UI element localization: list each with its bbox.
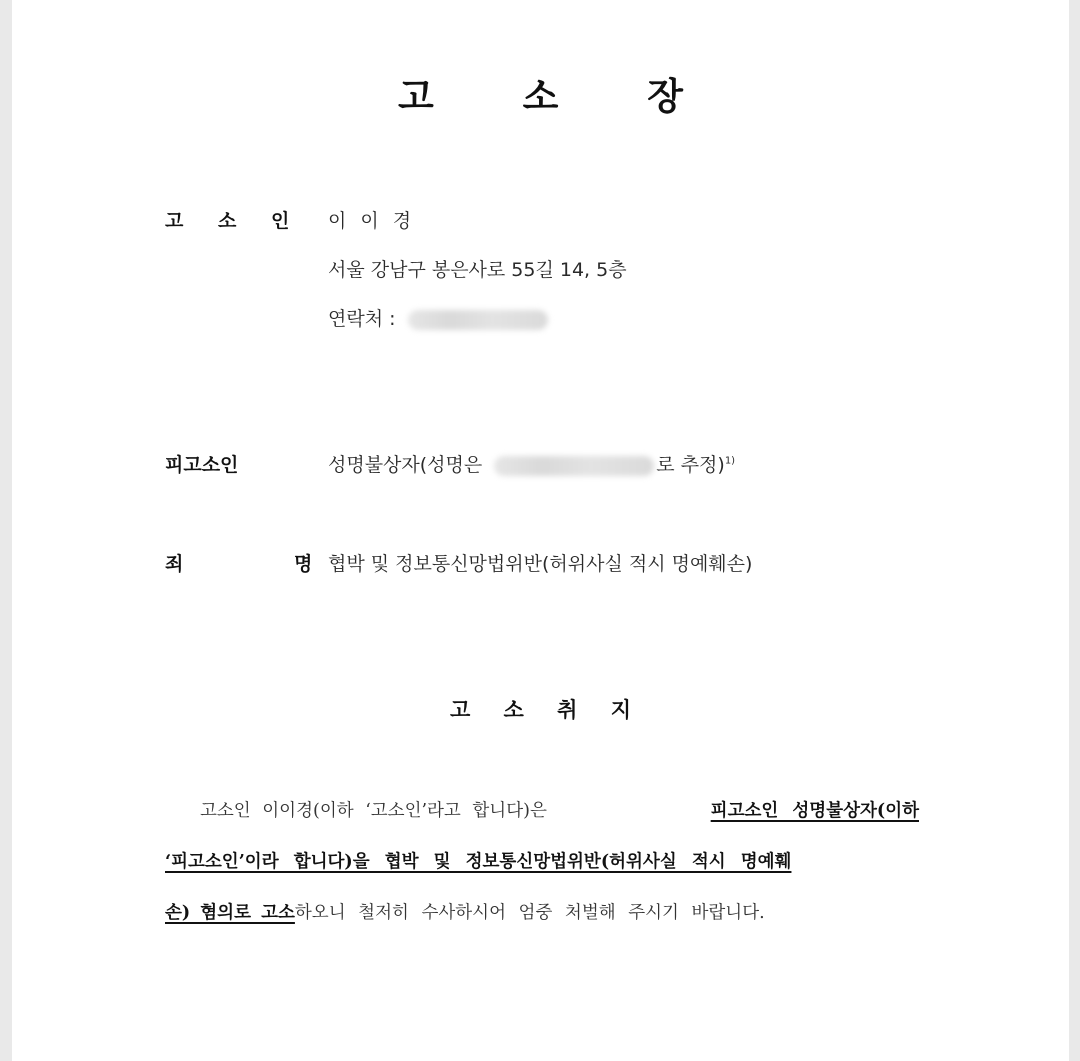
charge-value: 협박 및 정보통신망법위반(허위사실 적시 명예훼손) bbox=[328, 553, 753, 575]
defendant-value bbox=[328, 450, 735, 477]
complainant-contact bbox=[328, 304, 548, 331]
document-page bbox=[12, 0, 1069, 1061]
document-title: 고 소 장 bbox=[398, 74, 721, 118]
charge-label: 죄 명 bbox=[165, 553, 365, 575]
redacted-contact bbox=[408, 310, 548, 330]
complainant-label: 고 소 인 bbox=[165, 210, 304, 232]
purpose-line-3-plain: 하오니 철저히 수사하시어 엄중 처벌해 주시기 바랍니다. bbox=[294, 903, 765, 923]
complainant-name: 이 이 경 bbox=[328, 210, 416, 232]
defendant-value-suffix: 로 추정) bbox=[656, 454, 725, 476]
defendant-label: 피고소인 bbox=[165, 454, 239, 476]
purpose-line-1 bbox=[165, 797, 919, 822]
purpose-line-3 bbox=[165, 899, 919, 924]
footnote-marker: 1) bbox=[724, 455, 736, 467]
purpose-line-2-bold: ‘피고소인’이라 합니다)을 협박 및 정보통신망법위반(허위사실 적시 명예훼 bbox=[165, 852, 792, 872]
contact-label: 연락처 : bbox=[328, 308, 396, 330]
complainant-address: 서울 강남구 봉은사로 55길 14, 5층 bbox=[328, 259, 627, 281]
redacted-name bbox=[494, 456, 654, 476]
purpose-line-1-plain: 고소인 이이경(이하 ‘고소인’라고 합니다)은 bbox=[200, 801, 547, 821]
section-title: 고 소 취 지 bbox=[449, 698, 645, 722]
purpose-line-2 bbox=[165, 848, 919, 873]
purpose-line-3-bold: 손) 혐의로 고소 bbox=[165, 903, 295, 923]
defendant-value-prefix: 성명불상자(성명은 bbox=[328, 454, 483, 476]
purpose-line-1-bold: 피고소인 성명불상자(이하 bbox=[710, 801, 919, 821]
